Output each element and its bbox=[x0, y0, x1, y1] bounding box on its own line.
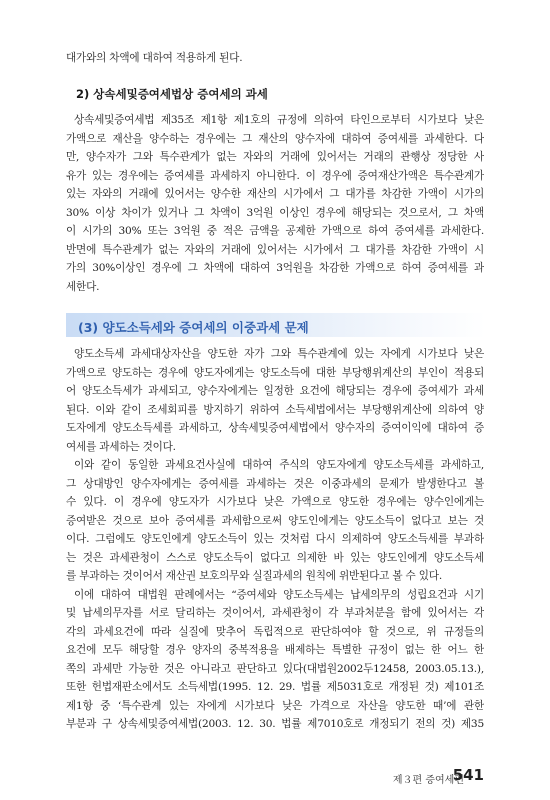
subsection-title: 2) 상속세및증여세법상 증여세의 과세 bbox=[76, 87, 268, 101]
text-line: 유가 있는 경우에는 증여세를 과세하지 아니한다. 이 경우에 증여재산가액은 특수관계가 bbox=[66, 169, 484, 182]
text-line: 30% 이상 차이가 있거나 그 차액이 3억원 이상인 경우에 해당되는 것으로서, 그 차액 bbox=[66, 206, 484, 219]
text-line: 또한 헌법재판소에서도 소득세법(1995. 12. 29. 법률 제5031호로 개정된 것) 제101조 bbox=[66, 681, 484, 693]
text-line: 를 부과하는 것이어서 재산권 보호의무와 실질과세의 원칙에 위반된다고 볼 수 있다. bbox=[66, 570, 442, 582]
text-line: 쪽의 과세만 가능한 것은 아니라고 판단하고 있다(대법원2002두12458, 2003.05.13.), bbox=[66, 662, 484, 675]
text-line: 만, 양수자가 그와 특수관계가 없는 자와의 거래에 있어서는 거래의 관행상 정당한 사 bbox=[66, 151, 484, 163]
text-line: 상속세및증여세법 제35조 제1항 제1호의 규정에 의하여 타인으로부터 시가보다 낮은 bbox=[74, 114, 484, 126]
text-line: 이다. 그럼에도 양도인에게 양도소득이 있는 것처럼 다시 의제하여 양도소득세를 부과하 bbox=[66, 533, 484, 545]
intro-line: 대가와의 차액에 대하여 적용하게 된다. bbox=[66, 52, 243, 64]
text-line: 및 납세의무자를 서로 달리하는 것이어서, 과세관청이 각 부과처분을 함에 있어서는 각 bbox=[66, 607, 484, 619]
text-line: 증여받은 것으로 보아 증여세를 과세함으로써 양도인에게는 양도소득이 없다고 보는 것 bbox=[66, 514, 484, 527]
text-line: 반면에 특수관계가 없는 자와의 거래에 있어서는 시가에서 그 대가를 차감한 가액이 시 bbox=[66, 243, 484, 256]
text-line: 어 양도소득세가 과세되고, 양수자에게는 일정한 요건에 해당되는 경우에 증여세가 과세 bbox=[66, 385, 484, 397]
text-line: 이에 대하여 대법원 판례에서는 “증여세와 양도소득세는 납세의무의 성립요건과 시기 bbox=[74, 588, 484, 601]
text-line: 있는 자와의 거래에 있어서는 양수한 재산의 시가에서 그 대가를 차감한 가액이 시가의 bbox=[66, 188, 484, 200]
text-line: 된다. 이와 같이 조세회피를 방지하기 위하여 소득세법에서는 부당행위계산에 의하여 양 bbox=[66, 403, 484, 416]
text-line: 가액으로 양도하는 경우에 양도자에게는 양도소득에 대한 부당행위계산의 부인이 적용되 bbox=[66, 366, 484, 379]
text-line: 양도소득세 과세대상자산을 양도한 자가 그와 특수관계에 있는 자에게 시가보다 낮은 bbox=[74, 348, 484, 360]
text-line: 부분과 구 상속세및증여세법(2003. 12. 30. 법률 제7010호로 개정되기 전의 것) 제35 bbox=[66, 718, 484, 730]
text-line: 도자에게 양도소득세를 과세하고, 상속세및증여세법에서 양수자의 증여이익에 대하여 증 bbox=[66, 422, 484, 434]
text-line: 이와 같이 동일한 과세요건사실에 대하여 주식의 양도자에게 양도소득세를 과세하고, bbox=[74, 459, 484, 471]
text-line: 요건에 모두 해당할 경우 양자의 중복적용을 배제하는 특별한 규정이 없는 한 어느 한 bbox=[66, 644, 484, 656]
text-line: 수 있다. 이 경우에 양도자가 시가보다 낮은 가액으로 양도한 경우에는 양수인에게는 bbox=[66, 496, 484, 508]
page-number: 541 bbox=[452, 766, 484, 784]
text-line: 가액으로 재산을 양수하는 경우에는 그 재산의 양수자에 대하여 증여세를 과세한다. 다 bbox=[66, 132, 484, 145]
text-line: 이 시가의 30% 또는 3억원 중 적은 금액을 공제한 가액으로 하여 증여세를 과세한다. bbox=[66, 225, 484, 237]
text-line: 세한다. bbox=[66, 280, 100, 293]
text-line: 가의 30%이상인 경우에 그 차액에 대하여 3억원을 차감한 가액으로 하여 증여세를 과 bbox=[66, 262, 484, 274]
section-title: (3) 양도소득세와 증여세의 이중과세 문제 bbox=[78, 320, 309, 335]
text-line: 여세를 과세하는 것이다. bbox=[66, 440, 176, 453]
text-line: 는 것은 과세관청이 스스로 양도소득이 없다고 의제한 바 있는 양도인에게 양도소득세 bbox=[66, 551, 484, 564]
text-line: 제1항 중 ‘특수관계 있는 자에게 시가보다 낮은 가격으로 자산을 양도한 때’에 관한 bbox=[66, 699, 484, 712]
text-line: 그 상대방인 양수자에게는 증여세를 과세하는 것은 이중과세의 문제가 발생한다고 볼 bbox=[66, 477, 484, 490]
footer-section-label: 제３편 증여세편 bbox=[392, 775, 464, 786]
text-line: 각의 과세요건에 따라 실질에 맞추어 독립적으로 판단하여야 할 것으로, 위 규정들의 bbox=[66, 625, 484, 638]
